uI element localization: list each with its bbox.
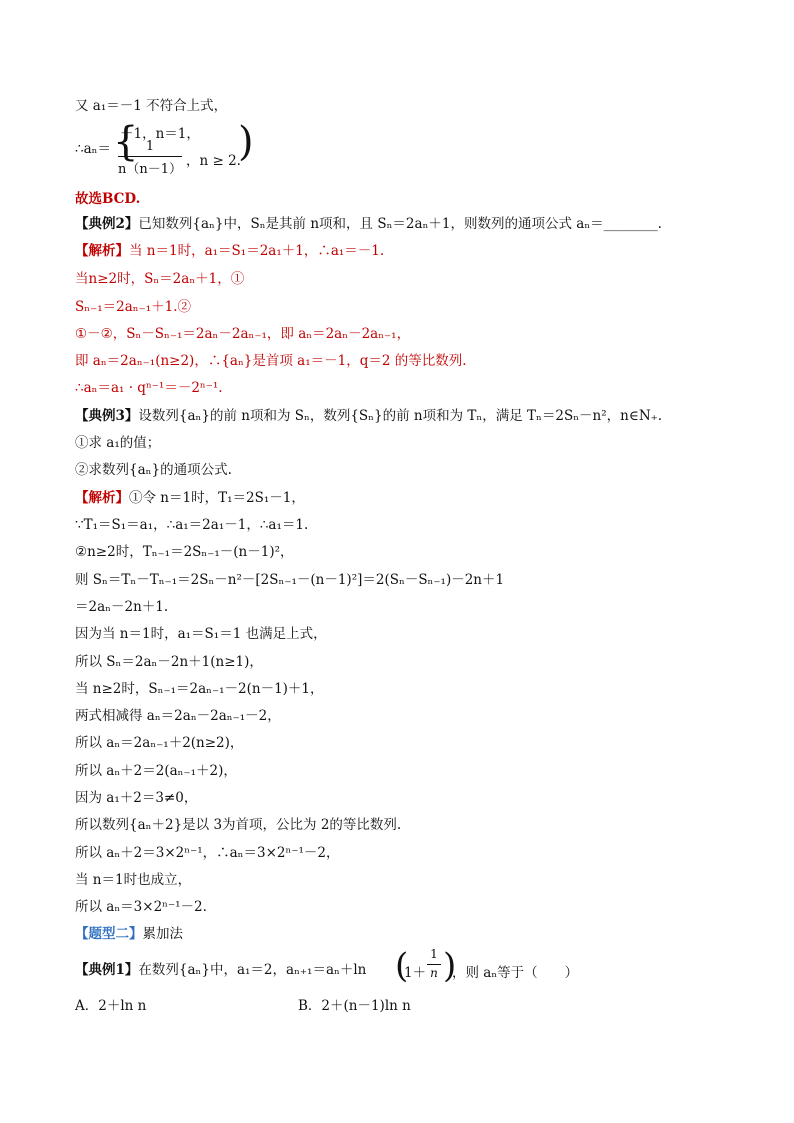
solution-3-line-3: ②n≥2时，Tₙ₋₁＝2Sₙ₋₁－(n－1)²， — [75, 544, 294, 560]
section-heading — [75, 925, 183, 943]
example-text: 设数列{aₙ}的前 n项和为 Sₙ，数列{Sₙ}的前 n项和为 Tₙ，满足 Tₙ＝2Sₙ－n²，n∈N₊. — [138, 408, 663, 424]
solution-2-line-6: ∴aₙ＝a₁ · qⁿ⁻¹＝－2ⁿ⁻¹. — [75, 380, 223, 396]
example-tail: ，则 aₙ等于（ ） — [452, 965, 579, 981]
question-2: ②求数列{aₙ}的通项公式. — [75, 462, 232, 478]
solution-text: 当 n＝1时，a₁＝S₁＝2a₁＋1，∴a₁＝－1. — [129, 243, 385, 259]
solution-3-line-9: 两式相减得 aₙ＝2aₙ－2aₙ₋₁－2， — [75, 708, 281, 724]
example-label: 【典例3】 — [75, 408, 139, 424]
solution-3-line-12: 因为 a₁＋2＝3≠0， — [75, 790, 198, 806]
one-plus: 1＋ — [404, 965, 427, 981]
fraction-denominator: n — [430, 966, 438, 980]
solution-3-line-13: 所以数列{aₙ＋2}是以 3为首项，公比为 2的等比数列. — [75, 817, 402, 833]
example-text: 已知数列{aₙ}中，Sₙ是其前 n项和，且 Sₙ＝2aₙ＋1，则数列的通项公式 aₙ＝________. — [138, 216, 662, 232]
fraction-bar — [427, 964, 441, 965]
solution-3-line-2: ∵T₁＝S₁＝a₁，∴a₁＝2a₁－1，∴a₁＝1. — [75, 517, 309, 533]
solution-3-line-6: 因为当 n＝1时，a₁＝S₁＝1 也满足上式， — [75, 626, 327, 642]
left-paren: ( — [395, 946, 409, 986]
example-label: 【典例2】 — [75, 216, 139, 232]
solution-2-line-4: ①－②，Sₙ－Sₙ₋₁＝2aₙ－2aₙ₋₁，即 aₙ＝2aₙ－2aₙ₋₁， — [75, 326, 411, 342]
question-1: ①求 a₁的值； — [75, 435, 161, 451]
solution-3-line-10: 所以 aₙ＝2aₙ₋₁＋2(n≥2)， — [75, 735, 244, 751]
solution-3-line-5: ＝2aₙ－2n＋1. — [75, 599, 169, 615]
solution-3-line-11: 所以 aₙ＋2＝2(aₙ₋₁＋2)， — [75, 763, 237, 779]
solution-label: 【解析】 — [75, 243, 129, 259]
solution-label: 【解析】 — [75, 490, 129, 506]
solution-2-line-5: 即 aₙ＝2aₙ₋₁(n≥2)，∴{aₙ}是首项 a₁＝－1，q＝2 的等比数列. — [75, 353, 467, 369]
example-text: 在数列{aₙ}中，a₁＝2，aₙ₊₁＝aₙ＋ln — [138, 962, 367, 978]
example-2 — [75, 215, 662, 233]
fraction-numerator: 1 — [430, 947, 438, 961]
left-brace: { — [113, 119, 139, 165]
solution-2-line-3: Sₙ₋₁＝2aₙ₋₁＋1.② — [75, 299, 192, 315]
solution-3-line-8: 当 n≥2时，Sₙ₋₁＝2aₙ₋₁－2(n－1)＋1， — [75, 681, 324, 697]
therefore-an: ∴aₙ＝ — [75, 141, 111, 157]
piece-case-1: －1，n＝1， — [120, 126, 200, 142]
piece-condition: ，n ≥ 2. — [186, 153, 241, 169]
piece-denominator: n（n－1） — [117, 162, 183, 177]
answer-line: 故选BCD. — [75, 191, 141, 207]
right-paren: ) — [443, 946, 457, 986]
fraction-bar — [118, 156, 182, 157]
section-label: 【题型二】 — [75, 926, 143, 942]
solution-2-line-2: 当n≥2时，Sₙ＝2aₙ＋1，① — [75, 271, 245, 287]
example-1 — [75, 961, 366, 979]
solution-3-line-14: 所以 aₙ＋2＝3×2ⁿ⁻¹，∴aₙ＝3×2ⁿ⁻¹－2， — [75, 845, 340, 861]
section-title: 累加法 — [142, 926, 183, 942]
solution-3-line-4: 则 Sₙ＝Tₙ－Tₙ₋₁＝2Sₙ－n²－[2Sₙ₋₁－(n－1)²]＝2(Sₙ－Sₙ₋₁)－2n＋1 — [75, 572, 505, 588]
option-a: A．2＋ln n — [75, 998, 147, 1014]
example-3 — [75, 407, 662, 425]
solution-3-line-16: 所以 aₙ＝3×2ⁿ⁻¹－2. — [75, 899, 207, 915]
solution-2-line-1 — [75, 242, 384, 260]
option-b: B．2＋(n－1)ln n — [298, 998, 411, 1014]
text-line: 又 a₁＝－1 不符合上式， — [75, 98, 228, 114]
solution-3-line-7: 所以 Sₙ＝2aₙ－2n＋1(n≥1)， — [75, 654, 263, 670]
solution-3-line-15: 当 n＝1时也成立， — [75, 872, 192, 888]
piece-numerator: 1 — [145, 139, 155, 154]
right-bracket: ) — [238, 119, 254, 165]
solution-text: ①令 n＝1时，T₁＝2S₁－1， — [129, 490, 305, 506]
solution-3-line-1 — [75, 489, 305, 507]
example-label: 【典例1】 — [75, 962, 139, 978]
